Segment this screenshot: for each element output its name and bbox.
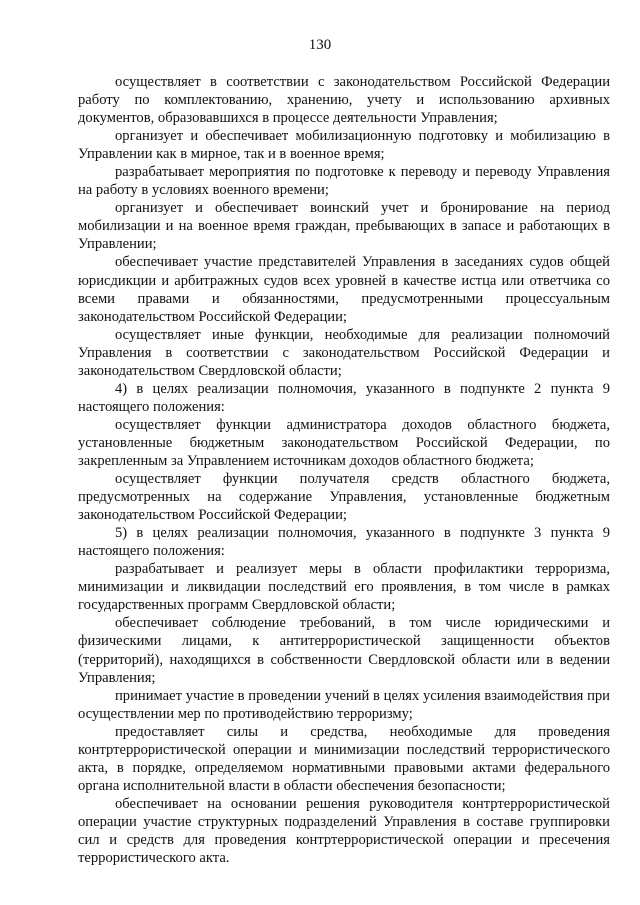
document-body — [78, 73, 610, 867]
paragraph-military-registration: организует и обеспечивает воинский учет и бронирование на период мобилизации и на военное время граждан, пребывающих в запасе и работающих в Управлении; — [78, 200, 610, 253]
paragraph-other-functions: осуществляет иные функции, необходимые для реализации полномочий Управления в соответствии с законодательством Российской Федерации и законодательством Свердловской области; — [78, 326, 610, 379]
paragraph-archive: осуществляет в соответствии с законодательством Российской Федерации работу по комплектованию, хранению, учету и использованию архивных документов, образовавшихся в процессе деятельности Управления; — [78, 74, 610, 127]
page-number: 130 — [308, 37, 332, 53]
paragraph-forces-provision: предоставляет силы и средства, необходимые для проведения контртеррористической операции и минимизации последствий террористического акта, в порядке, определяемом нормативными правовыми актами федерального органа исполнительной власти в области обеспечения безопасности; — [78, 723, 610, 794]
paragraph-ct-operation-participation: обеспечивает на основании решения руководителя контртеррористической операции участие структурных подразделений Управления в составе группировки сил и средств для проведения контртеррористической операции и пресечения террористического акта. — [78, 795, 610, 867]
paragraph-court-representation: обеспечивает участие представителей Управления в заседаниях судов общей юрисдикции и арбитражных судов всех уровней в качестве истца или ответчика со всеми правами и обязанностями, предусмотренными процессуальным законодательством Российской Федерации; — [78, 254, 610, 325]
paragraph-item-5-heading: 5) в целях реализации полномочия, указанного в подпункте 3 пункта 9 настоящего положения: — [78, 525, 610, 560]
paragraph-item-4-heading: 4) в целях реализации полномочия, указанного в подпункте 2 пункта 9 настоящего положения: — [78, 380, 610, 415]
paragraph-mobilization: организует и обеспечивает мобилизационную подготовку и мобилизацию в Управлении как в мирное, так и в военное время; — [78, 128, 610, 163]
paragraph-antiterror-protection: обеспечивает соблюдение требований, в том числе юридическими и физическими лицами, к антитеррористической защищенности объектов (территорий), находящихся в собственности Свердловской области или в ведении Управления; — [78, 615, 610, 686]
paragraph-wartime-transfer: разрабатывает мероприятия по подготовке к переводу и переводу Управления на работу в условиях военного времени; — [78, 164, 610, 199]
paragraph-exercises: принимает участие в проведении учений в целях усиления взаимодействия при осуществлении мер по противодействию терроризму; — [78, 687, 610, 722]
paragraph-terrorism-prevention: разрабатывает и реализует меры в области профилактики терроризма, минимизации и ликвидации последствий его проявления, в том числе в рамках государственных программ Свердловской области; — [78, 561, 610, 614]
paragraph-revenue-administrator: осуществляет функции администратора доходов областного бюджета, установленные бюджетным законодательством Российской Федерации, по закрепленным за Управлением источникам доходов областного бюджета; — [78, 416, 610, 469]
paragraph-budget-recipient: осуществляет функции получателя средств областного бюджета, предусмотренных на содержание Управления, установленные бюджетным законодательством Российской Федерации; — [78, 471, 610, 524]
